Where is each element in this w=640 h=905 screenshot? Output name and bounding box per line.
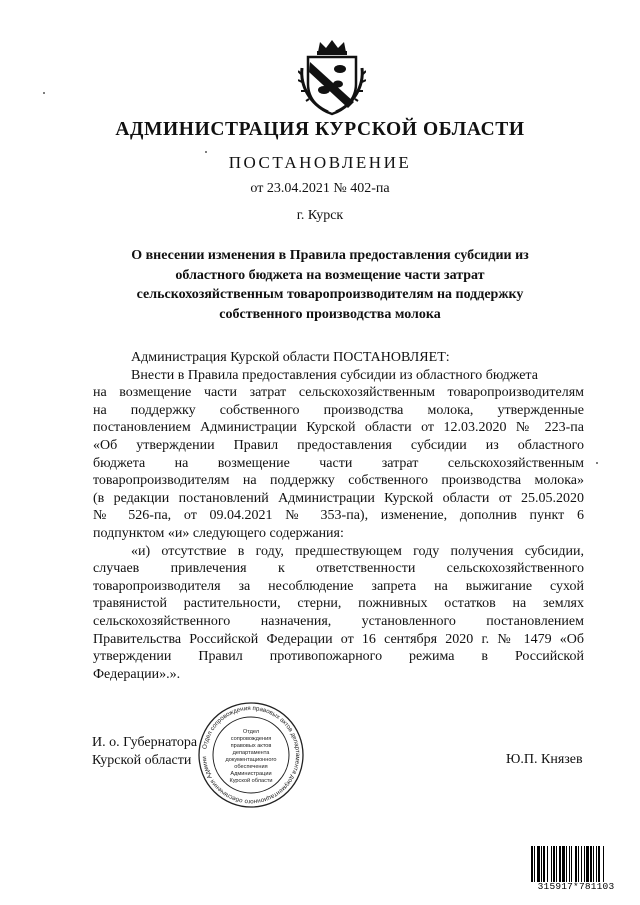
body-line: сельскохозяйственного назначения, установленного постановлением [93,613,584,629]
barcode-bar [590,846,592,882]
scan-speck [43,92,45,94]
scan-speck [205,151,207,153]
barcode-number: 315917*781103 [537,881,615,892]
barcode-bar [559,846,561,882]
body-line: (в редакции постановлений Администрации Курской области от 25.05.2020 [93,490,584,506]
barcode-bar [551,846,552,882]
barcode-bar [575,846,577,882]
body-line: на возмещение части затрат сельскохозяйственным товаропроизводителям [93,385,584,401]
document-type: ПОСТАНОВЛЕНИЕ [228,153,412,172]
barcode-bar [543,846,545,882]
subject-line: собственного производства молока [219,306,441,322]
body-line: на поддержку собственного производства молока, утвержденные [93,402,584,418]
body-line: товаропроизводителям на поддержку собственного производства молока» [93,473,584,489]
body-line: подпунктом «и» следующего содержания: [93,525,344,541]
body-line: бюджета на возмещение части затрат сельскохозяйственным [93,455,584,471]
subject-line: сельскохозяйственным товаропроизводителям на поддержку [136,287,524,303]
document-number: от 23.04.2021 № 402-па [250,181,390,196]
official-stamp [196,700,306,810]
barcode-bar [566,846,567,882]
barcode-bar [562,846,565,882]
svg-text:Администрации: Администрации [230,771,272,777]
signatory-position-line: Курской области [92,753,192,768]
signatory-position [92,734,197,770]
barcode-bar [598,846,600,882]
body-line: Правительства Российской Федерации от 16 сентября 2020 г. № 1479 «Об [93,631,584,647]
barcode-bar [556,846,557,882]
barcode-icon [530,846,622,884]
body-line: «и) отсутствие в году, предшествующем году получения субсидии, [131,543,584,559]
svg-text:департамента: департамента [232,750,270,756]
svg-text:обеспечения: обеспечения [234,764,268,770]
barcode-bar [537,846,540,882]
barcode-bar [578,846,579,882]
barcode-bar [553,846,555,882]
barcode-bar [571,846,572,882]
svg-text:Курской области: Курской области [229,778,273,784]
svg-text:Отдел: Отдел [242,729,260,735]
svg-text:Отдел сопровождения правовых а: Отдел сопровождения правовых актов департамента документационного обеспечения Админи [200,704,302,806]
document-city: г. Курск [296,208,344,223]
signatory-name: Ю.П. Князев [506,752,583,767]
body-line: Внести в Правила предоставления субсидии из областного бюджета [131,367,538,383]
barcode-bar [569,846,570,882]
body-line: Администрация Курской области ПОСТАНОВЛЯЕТ: [131,350,450,365]
body-line: Федерации».». [93,666,181,682]
barcode-bar [547,846,548,882]
svg-text:сопровождения: сопровождения [230,736,272,742]
svg-text:документационного: документационного [225,757,277,763]
subject-line: О внесении изменения в Правила предоставления субсидии из [131,248,529,263]
barcode-bar [531,846,533,882]
body-line: «Об утверждении Правил предоставления субсидии из областного [93,437,584,453]
body-line: постановлением Администрации Курской области от 12.03.2020 № 223-па [93,420,584,436]
barcode-bar [541,846,542,882]
barcode-bar [581,846,582,882]
scan-speck [596,462,598,464]
barcode-bar [603,846,604,882]
document-body [93,349,584,683]
barcode-bar [586,846,589,882]
barcode-bar [593,846,594,882]
barcode-bar [584,846,585,882]
subject-line: областного бюджета на возмещение части затрат [175,267,485,283]
signatory-position-line: И. о. Губернатора [92,735,198,750]
body-line: утверждении Правил противопожарного режима в Российской [93,649,584,665]
body-line: товаропроизводителя за несоблюдение запрета на выжигание сухой [93,578,584,594]
body-line: случаев привлечения к ответственности сельскохозяйственного [93,561,584,577]
barcode-bar [596,846,597,882]
organization-title: АДМИНИСТРАЦИЯ КУРСКОЙ ОБЛАСТИ [115,119,525,140]
document-subject [100,246,560,324]
barcode-bar [534,846,535,882]
body-line: № 526-па, от 09.04.2021 № 353-па), изменение, дополнив пункт 6 [93,508,584,524]
svg-text:правовых актов: правовых актов [230,743,272,749]
coat-of-arms-icon [298,38,366,116]
body-line: травянистой растительности, стерни, пожнивных остатков на землях [93,596,584,612]
